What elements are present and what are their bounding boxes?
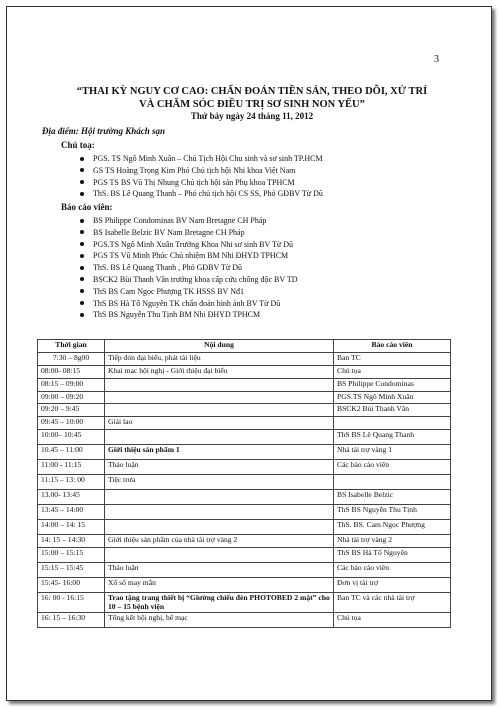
time-cell: 08:15 – 09:00 [38,378,105,391]
header-speaker: Báo cáo viên [334,340,451,353]
content-cell: Trao tặng trang thiết bị “Giường chiếu đèn PHOTOBED 2 mặt” cho 10 – 15 bệnh viện [105,593,334,613]
content-cell: Tiếp đón đại biểu, phát tài liệu [105,352,334,365]
time-cell: 10.45 – 11:00 [38,445,105,460]
speaker-cell: BS Isabelle Belzic [334,490,451,505]
speaker-cell: ThS BS Lê Quang Thanh [334,430,451,445]
speaker-cell: BSCK2 Bùi Thanh Vân [334,404,451,417]
content-cell: Khai mạc hội nghị - Giới thiệu đại biểu [105,365,334,378]
time-cell: 14: 15 – 14:30 [38,535,105,548]
table-row [38,548,451,563]
chair-item: PGS. TS Ngô Minh Xuân – Chủ Tịch Hội Chu sinh và sơ sinh TP.HCM [79,153,323,165]
speaker-cell: BS Philippe Condominas [334,378,451,391]
table-row [38,535,451,548]
speaker-cell: PGS.TS Ngô Minh Xuân [334,391,451,404]
chair-item: GS TS Hoàng Trọng Kim Phó Chủ tịch hội Nhi khoa Việt Nam [79,165,323,177]
time-cell: 14:00 – 14: 15 [38,520,105,535]
content-cell: Giới thiệu sản phẩm của nhà tài trợ vàng 2 [105,535,334,548]
time-cell: 08:00- 08:15 [38,365,105,378]
speaker-item: BS Philippe Condominas BV Nam Bretagne CH Pháp [79,215,298,227]
time-cell: 13:45 – 14:00 [38,505,105,520]
table-row [38,490,451,505]
table-row [38,578,451,593]
header-content: Nội dung [105,340,334,353]
time-cell: 16: 15 – 16:30 [38,613,105,628]
content-cell [105,520,334,535]
speaker-cell: ThS. BS. Cam Ngọc Phượng [334,520,451,535]
content-cell [105,548,334,563]
table-row [38,430,451,445]
speaker-cell: Các báo cáo viên [334,460,451,475]
speaker-cell [334,475,451,490]
content-cell [105,430,334,445]
speaker-cell: Chủ tọa [334,365,451,378]
speaker-cell: Ban TC và các nhà tài trợ [334,593,451,613]
speaker-cell: ThS BS Nguyễn Thu Tịnh [334,505,451,520]
time-cell: 13.00- 13:45 [38,490,105,505]
speaker-cell: Nhà tài trợ vàng 1 [334,445,451,460]
speaker-cell: Đơn vị tài trợ [334,578,451,593]
speaker-item: BSCK2 Bùi Thanh Vân trưởng khoa cấp cứu chống độc BV TD [79,274,298,286]
speaker-item: ThS BS Hà Tố Nguyên TK chẩn đoán hình ảnh BV Từ Dũ [79,298,298,310]
content-cell: Thảo luận [105,563,334,578]
time-cell: 11:15 – 13: 00 [38,475,105,490]
speaker-cell: Ban TC [334,352,451,365]
time-cell: 15:45- 16:00 [38,578,105,593]
table-header-row [38,340,451,353]
time-cell: 15:00 – 15:15 [38,548,105,563]
speaker-item: ThS BS Cam Ngọc Phượng TK HSSS BV Nđ1 [79,286,298,298]
content-cell [105,404,334,417]
time-cell: 15:15 – 15:45 [38,563,105,578]
table-row [38,417,451,430]
time-cell: 09:00 – 09:20 [38,391,105,404]
content-cell: Giải lao [105,417,334,430]
speakers-heading: Báo cáo viên: [61,202,113,212]
content-cell: Xổ số may mắn [105,578,334,593]
table-row [38,445,451,460]
content-cell [105,490,334,505]
table-row [38,593,451,613]
speaker-item: ThS BS Nguyễn Thu Tịnh BM Nhi ĐHYD TPHCM [79,309,298,321]
page-number: 3 [434,54,439,65]
event-date: Thứ bảy ngày 24 tháng 11, 2012 [190,111,314,121]
speaker-cell: ThS BS Hà Tố Nguyên [334,548,451,563]
time-cell: 16: 00 - 16:15 [38,593,105,613]
speaker-cell: Các báo cáo viên [334,563,451,578]
content-cell: Thảo luận [105,460,334,475]
content-cell [105,391,334,404]
table-row [38,563,451,578]
time-cell: 11:00 - 11:15 [38,460,105,475]
table-row [38,378,451,391]
chairs-list [79,153,323,200]
chair-item: PGS TS BS Vũ Thị Nhung Chủ tịch hội sản Phụ khoa TPHCM [79,177,323,189]
table-row [38,404,451,417]
schedule-table [37,339,451,628]
speakers-list [79,215,298,321]
title-line-1: “THAI KỲ NGUY CƠ CAO: CHẨN ĐOÁN TIỀN SẢN, THEO DÕI, XỬ TRÍ [76,86,428,97]
chairs-heading: Chủ toạ: [61,140,95,150]
speaker-item: PGS.TS Ngô Minh Xuân Trưởng Khoa Nhi sơ sinh BV Từ Dũ [79,239,298,251]
event-venue: Địa điểm: Hội trường Khách sạn [42,126,165,136]
table-row [38,613,451,628]
table-row [38,460,451,475]
time-cell: 09:20 – 9:45 [38,404,105,417]
document-title [17,85,487,111]
content-cell: Giới thiệu sản phẩm 1 [105,445,334,460]
table-row [38,505,451,520]
speaker-cell: Chủ tọa [334,613,451,628]
time-cell: 10:00– 10:45 [38,430,105,445]
time-cell: 7:30 – 8g00 [38,352,105,365]
table-row [38,391,451,404]
speaker-item: BS Isabelle Belzic BV Nam Bretagne CH Pháp [79,227,298,239]
time-cell: 09:45 – 10:00 [38,417,105,430]
table-row [38,352,451,365]
content-cell: Tổng kết hội nghị, bế mạc [105,613,334,628]
speaker-cell: Nhà tài trợ vàng 2 [334,535,451,548]
table-row [38,520,451,535]
header-time: Thời gian [38,340,105,353]
content-cell: Tiệc trưa [105,475,334,490]
content-cell [105,505,334,520]
title-line-2: VÀ CHĂM SÓC ĐIỀU TRỊ SƠ SINH NON YẾU” [139,99,365,110]
speaker-cell [334,417,451,430]
speaker-item: PGS TS Vũ Minh Phúc Chủ nhiệm BM Nhi ĐHYD TPHCM [79,250,298,262]
table-row [38,365,451,378]
speaker-item: ThS. BS Lê Quang Thanh , Phó GĐBV Từ Dũ [79,262,298,274]
chair-item: ThS. BS Lê Quang Thanh – Phó chủ tịch hội CS SS, Phó GĐBV Từ Dũ [79,188,323,200]
content-cell [105,378,334,391]
table-row [38,475,451,490]
